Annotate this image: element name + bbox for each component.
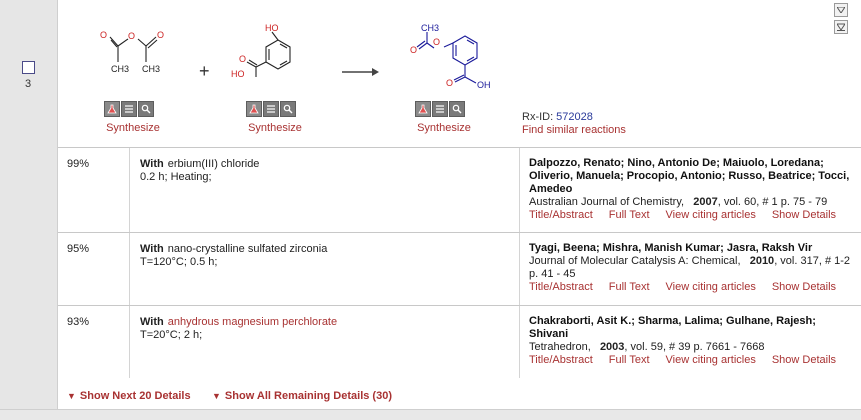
view-citing-articles-link[interactable]: View citing articles bbox=[665, 281, 756, 293]
list-icon[interactable] bbox=[432, 101, 448, 117]
detail-row bbox=[58, 233, 861, 306]
show-details-link[interactable]: Show Details bbox=[771, 354, 837, 366]
reagent-link[interactable]: anhydrous magnesium perchlorate bbox=[167, 316, 338, 328]
reference-links bbox=[529, 354, 854, 367]
atom-label: CH3 bbox=[142, 64, 161, 74]
flask-icon[interactable] bbox=[415, 101, 431, 117]
atom-label: HO bbox=[265, 23, 279, 33]
reference bbox=[529, 315, 854, 367]
conditions-text: T=20°C; 2 h; bbox=[140, 329, 203, 341]
reactant-1-tools bbox=[104, 101, 154, 117]
show-all-label: Show All Remaining Details (30) bbox=[224, 390, 392, 402]
full-text-link[interactable]: Full Text bbox=[608, 281, 650, 293]
atom-label: O bbox=[128, 31, 136, 41]
reactant-1-structure[interactable] bbox=[88, 25, 198, 80]
synthesize-reactant-2-link[interactable]: Synthesize bbox=[248, 122, 302, 134]
product-tools bbox=[415, 101, 465, 117]
reagent: erbium(III) chloride bbox=[167, 158, 260, 170]
plus-sign: + bbox=[199, 61, 210, 81]
flask-icon[interactable] bbox=[246, 101, 262, 117]
detail-row bbox=[58, 148, 861, 233]
synthesize-product-link[interactable]: Synthesize bbox=[417, 122, 471, 134]
show-next-label: Show Next 20 Details bbox=[79, 390, 191, 402]
yield-value: 95% bbox=[67, 243, 90, 255]
atom-label: O bbox=[433, 37, 441, 47]
yield-value: 93% bbox=[67, 316, 90, 328]
atom-label: CH3 bbox=[111, 64, 130, 74]
product-structure[interactable] bbox=[400, 20, 500, 95]
rx-id bbox=[522, 111, 593, 123]
reaction-scheme bbox=[58, 0, 861, 148]
full-text-link[interactable]: Full Text bbox=[608, 354, 650, 366]
collapse-down-icon[interactable] bbox=[834, 3, 848, 17]
title-abstract-link[interactable]: Title/Abstract bbox=[529, 281, 593, 293]
rx-id-label: Rx-ID: bbox=[522, 111, 554, 123]
year: 2003 bbox=[599, 341, 625, 353]
magnifier-icon[interactable] bbox=[138, 101, 154, 117]
reference-links bbox=[529, 209, 854, 222]
magnifier-icon[interactable] bbox=[280, 101, 296, 117]
list-icon[interactable] bbox=[121, 101, 137, 117]
double-chevron-down-icon: ▼ bbox=[67, 391, 75, 401]
citation bbox=[529, 341, 854, 354]
collapse-all-icon[interactable] bbox=[834, 20, 848, 34]
year: 2007 bbox=[693, 196, 718, 208]
view-citing-articles-link[interactable]: View citing articles bbox=[665, 209, 756, 221]
conditions bbox=[140, 243, 510, 269]
reference bbox=[529, 242, 854, 294]
title-abstract-link[interactable]: Title/Abstract bbox=[529, 354, 593, 366]
bottom-divider bbox=[0, 409, 861, 420]
atom-label: CH3 bbox=[421, 23, 440, 33]
authors: Tyagi, Beena; Mishra, Manish Kumar; Jasra, Raksh Vir bbox=[529, 242, 813, 254]
journal-name: Tetrahedron, bbox=[529, 341, 591, 353]
atom-label: OH bbox=[477, 80, 491, 90]
reaction-arrow-icon bbox=[341, 66, 381, 81]
conditions-text: T=120°C; 0.5 h; bbox=[140, 256, 218, 268]
atom-label: O bbox=[410, 45, 418, 55]
with-label: With bbox=[140, 243, 164, 255]
reactant-2-structure[interactable] bbox=[228, 20, 318, 85]
record-number: 3 bbox=[24, 78, 32, 90]
list-icon[interactable] bbox=[263, 101, 279, 117]
reference bbox=[529, 157, 854, 222]
synthesize-reactant-1-link[interactable]: Synthesize bbox=[106, 122, 160, 134]
reagent: nano-crystalline sulfated zirconia bbox=[167, 243, 328, 255]
authors: Dalpozzo, Renato; Nino, Antonio De; Maiuolo, Loredana; Oliverio, Manuela; Procopio, Antonio; Russo, Beatrice; Tocci, Amedeo bbox=[529, 157, 850, 195]
title-abstract-link[interactable]: Title/Abstract bbox=[529, 209, 593, 221]
with-label: With bbox=[140, 316, 164, 328]
citation-details: , vol. 59, # 39 p. 7661 - 7668 bbox=[624, 341, 765, 353]
conditions-text: 0.2 h; Heating; bbox=[140, 171, 212, 183]
year: 2010 bbox=[749, 255, 775, 267]
atom-label: O bbox=[446, 78, 454, 88]
show-all-remaining-button[interactable] bbox=[212, 390, 392, 402]
with-label: With bbox=[140, 158, 164, 170]
full-text-link[interactable]: Full Text bbox=[608, 209, 650, 221]
conditions bbox=[140, 158, 510, 184]
yield-value: 99% bbox=[67, 158, 90, 170]
journal-name: Australian Journal of Chemistry, bbox=[529, 196, 685, 208]
citation-details: , vol. 317, # 1-2 p. 41 - 45 bbox=[529, 255, 851, 280]
magnifier-icon[interactable] bbox=[449, 101, 465, 117]
detail-row bbox=[58, 306, 861, 379]
view-citing-articles-link[interactable]: View citing articles bbox=[665, 354, 756, 366]
reference-links bbox=[529, 281, 854, 294]
show-details-link[interactable]: Show Details bbox=[771, 281, 837, 293]
conditions bbox=[140, 316, 510, 342]
find-similar-reactions-link[interactable]: Find similar reactions bbox=[522, 124, 626, 136]
details-footer bbox=[58, 378, 861, 409]
select-record-checkbox[interactable] bbox=[22, 61, 35, 74]
citation bbox=[529, 255, 854, 281]
journal-name: Journal of Molecular Catalysis A: Chemical, bbox=[529, 255, 741, 267]
citation-details: , vol. 60, # 1 p. 75 - 79 bbox=[717, 196, 828, 208]
atom-label: HO bbox=[231, 69, 245, 79]
citation bbox=[529, 196, 854, 209]
record-gutter bbox=[0, 0, 58, 419]
flask-icon[interactable] bbox=[104, 101, 120, 117]
authors: Chakraborti, Asit K.; Sharma, Lalima; Gulhane, Rajesh; Shivani bbox=[529, 315, 816, 340]
atom-label: O bbox=[100, 30, 108, 40]
reactant-2-tools bbox=[246, 101, 296, 117]
show-next-details-button[interactable] bbox=[67, 390, 191, 402]
atom-label: O bbox=[239, 54, 247, 64]
show-details-link[interactable]: Show Details bbox=[771, 209, 837, 221]
rx-id-value[interactable]: 572028 bbox=[556, 111, 593, 123]
double-chevron-down-icon: ▼ bbox=[212, 391, 220, 401]
atom-label: O bbox=[157, 30, 165, 40]
